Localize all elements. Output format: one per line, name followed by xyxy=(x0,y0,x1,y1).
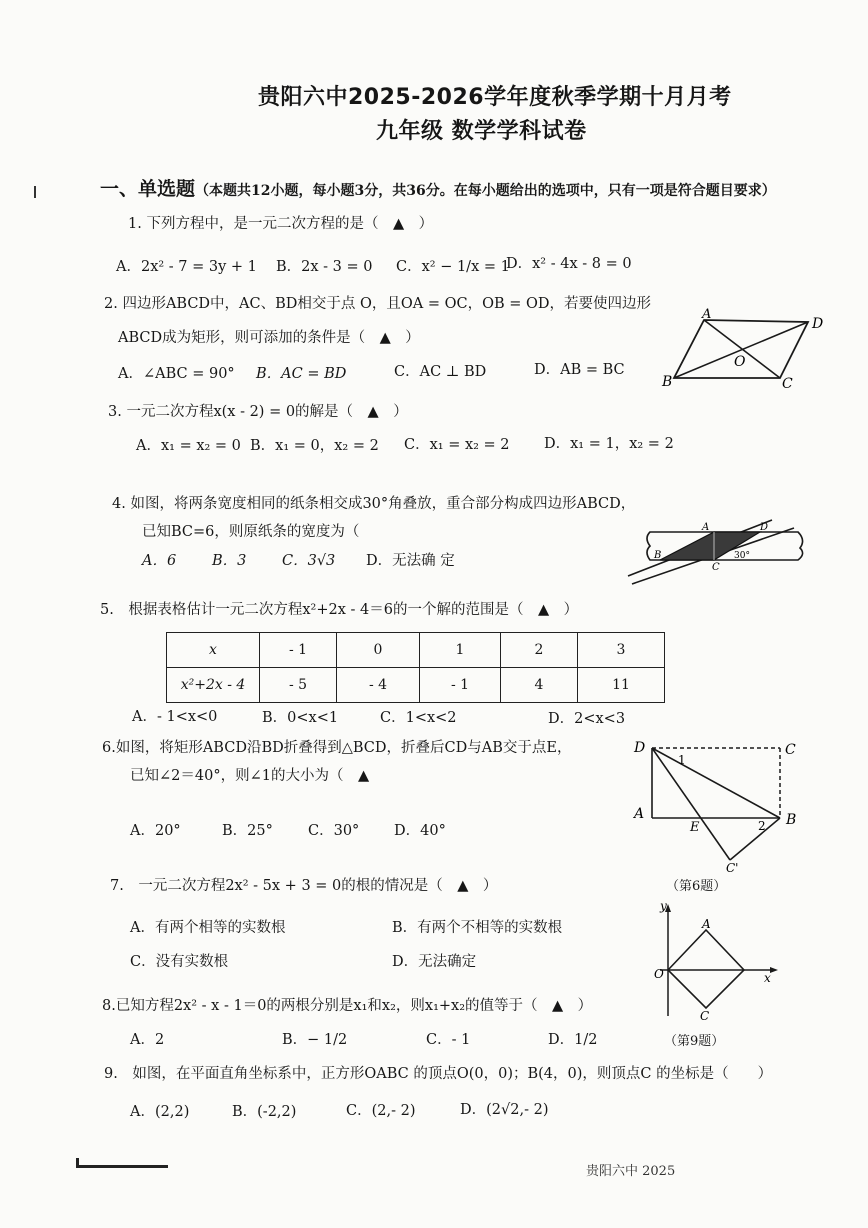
q7-option-b: B．有两个不相等的实数根 xyxy=(392,920,563,936)
question-8-stem: 8.已知方程2x² - x - 1＝0的两根分别是x₁和x₂，则x₁+x₂的值等于（ ▲ ） xyxy=(102,998,593,1014)
q6-label-e: E xyxy=(690,820,700,835)
question-6-stem-line1: 6.如图，将矩形ABCD沿BD折叠得到△BCD，折叠后CD与AB交于点E， xyxy=(102,740,572,756)
table-cell: x xyxy=(167,633,260,668)
table-row xyxy=(167,668,665,703)
section-note: （本题共12小题，每小题3分，共36分。在每小题给出的选项中，只有一项是符合题目要求） xyxy=(195,183,776,199)
q6-label-c-prime: C' xyxy=(726,861,739,874)
q4-option-a: A．6 xyxy=(142,553,177,569)
table-cell: - 1 xyxy=(260,633,337,668)
q6-label-c: C xyxy=(785,742,796,758)
q7-option-c: C．没有实数根 xyxy=(130,954,229,970)
q4-label-c: C xyxy=(712,562,720,573)
q8-option-d: D．1/2 xyxy=(548,1032,598,1048)
q5-option-d: D．2<x<3 xyxy=(548,711,626,727)
q8-option-c: C．- 1 xyxy=(426,1032,471,1048)
q5-option-c: C．1<x<2 xyxy=(380,710,457,726)
q9-option-d: D．(2√2,- 2) xyxy=(460,1102,549,1118)
q4-label-d: D xyxy=(760,522,769,533)
table-cell: 3 xyxy=(578,633,665,668)
q6-angle-1: 1 xyxy=(678,753,686,767)
question-4-stem-line2: 已知BC=6，则原纸条的宽度为（ xyxy=(142,524,360,540)
table-cell: x²+2x - 4 xyxy=(167,668,260,703)
table-cell: - 1 xyxy=(420,668,501,703)
section-title: 一、单选题 xyxy=(100,178,196,200)
question-6-stem-line2: 已知∠2＝40°，则∠1的大小为（ ▲ xyxy=(130,768,370,784)
q2-label-o: O xyxy=(734,354,746,370)
q4-paper-strips-figure xyxy=(622,514,812,588)
q9-label-x: x xyxy=(764,971,771,985)
q3-option-c: C．x₁ = x₂ = 2 xyxy=(404,437,510,453)
question-2-stem-line2: ABCD成为矩形，则可添加的条件是（ ▲ ） xyxy=(118,330,420,346)
question-3-stem: 3. 一元二次方程x(x - 2) = 0的解是（ ▲ ） xyxy=(108,404,408,420)
q4-option-b: B．3 xyxy=(212,553,247,569)
q6-angle-2: 2 xyxy=(758,819,766,833)
q6-label-a: A xyxy=(634,806,645,822)
q9-option-b: B．(-2,2) xyxy=(232,1104,297,1120)
q4-label-b: B xyxy=(654,550,662,561)
q9-option-c: C．(2,- 2) xyxy=(346,1103,416,1119)
question-1-stem: 1. 下列方程中，是一元二次方程的是（ ▲ ） xyxy=(128,216,434,232)
exam-title: 贵阳六中2025-2026学年度秋季学期十月月考 xyxy=(258,85,732,110)
q9-label-a: A xyxy=(702,917,711,931)
q6-option-d: D．40° xyxy=(394,823,446,839)
table-cell: 4 xyxy=(501,668,578,703)
q6-figure-caption: （第6题） xyxy=(666,879,727,894)
table-cell: 2 xyxy=(501,633,578,668)
q1-option-c: C．x² − 1/x = 1 xyxy=(396,259,510,275)
q2-label-c: C xyxy=(782,376,793,392)
q7-option-a: A．有两个相等的实数根 xyxy=(130,920,286,936)
q4-option-c: C．3√3 xyxy=(282,553,336,569)
question-7-stem: 7. 一元二次方程2x² - 5x + 3 = 0的根的情况是（ ▲ ） xyxy=(110,878,498,894)
q2-parallelogram-figure xyxy=(656,306,836,392)
table-cell: - 5 xyxy=(260,668,337,703)
table-cell: 0 xyxy=(337,633,420,668)
q3-option-d: D．x₁ = 1，x₂ = 2 xyxy=(544,436,674,452)
q3-option-a: A．x₁ = x₂ = 0 xyxy=(136,438,241,454)
q4-label-a: A xyxy=(702,522,710,533)
q9-label-o: O xyxy=(654,967,664,981)
q6-label-d: D xyxy=(634,740,646,756)
q5-option-b: B．0<x<1 xyxy=(262,710,339,726)
table-cell: 11 xyxy=(578,668,665,703)
q8-option-a: A．2 xyxy=(130,1032,165,1048)
q9-label-c: C xyxy=(700,1009,710,1023)
q4-option-d: D．无法确 定 xyxy=(366,553,455,569)
q2-label-b: B xyxy=(662,374,673,390)
q6-option-b: B．25° xyxy=(222,823,273,839)
q2-label-a: A xyxy=(702,307,712,322)
q2-option-d: D．AB = BC xyxy=(534,362,625,378)
q8-option-b: B．− 1/2 xyxy=(282,1032,348,1048)
q6-option-a: A．20° xyxy=(130,823,181,839)
footer-line xyxy=(76,1165,168,1168)
q9-square-figure xyxy=(636,900,786,1026)
footer-school: 贵阳六中 2025 xyxy=(586,1164,676,1179)
q9-option-a: A．(2,2) xyxy=(130,1104,190,1120)
q5-value-table xyxy=(166,632,665,703)
table-cell: - 4 xyxy=(337,668,420,703)
q9-figure-caption: （第9题） xyxy=(664,1034,725,1049)
question-5-stem: 5. 根据表格估计一元二次方程x²+2x - 4＝6的一个解的范围是（ ▲ ） xyxy=(100,602,579,618)
question-9-stem: 9. 如图，在平面直角坐标系中，正方形OABC 的顶点O(0，0)；B(4，0)，则顶点C 的坐标是（ ） xyxy=(104,1066,773,1082)
margin-mark xyxy=(34,186,36,198)
q2-option-c: C．AC ⊥ BD xyxy=(394,364,487,380)
q2-label-d: D xyxy=(812,316,824,332)
q1-option-b: B．2x - 3 = 0 xyxy=(276,259,373,275)
q1-option-d: D．x² - 4x - 8 = 0 xyxy=(506,256,632,272)
question-2-stem-line1: 2. 四边形ABCD中，AC、BD相交于点 O，且OA = OC，OB = OD，若要使四边形 xyxy=(104,296,652,312)
table-cell: 1 xyxy=(420,633,501,668)
q5-option-a: A．- 1<x<0 xyxy=(132,709,218,725)
section-heading xyxy=(100,174,776,201)
q2-option-b: B．AC = BD xyxy=(256,366,347,382)
q4-label-angle: 30° xyxy=(734,551,750,561)
question-4-stem-line1: 4. 如图，将两条宽度相同的纸条相交成30°角叠放，重合部分构成四边形ABCD， xyxy=(112,496,636,512)
q6-fold-figure xyxy=(630,738,806,874)
q7-option-d: D．无法确定 xyxy=(392,954,477,970)
q2-option-a: A．∠ABC = 90° xyxy=(118,366,235,382)
table-row xyxy=(167,633,665,668)
q9-label-y: y xyxy=(660,900,667,913)
q6-option-c: C．30° xyxy=(308,823,360,839)
exam-subtitle: 九年级 数学学科试卷 xyxy=(376,119,587,144)
q1-option-a: A．2x² - 7 = 3y + 1 xyxy=(116,259,257,275)
q3-option-b: B．x₁ = 0，x₂ = 2 xyxy=(250,438,379,454)
q6-label-b: B xyxy=(786,812,797,828)
